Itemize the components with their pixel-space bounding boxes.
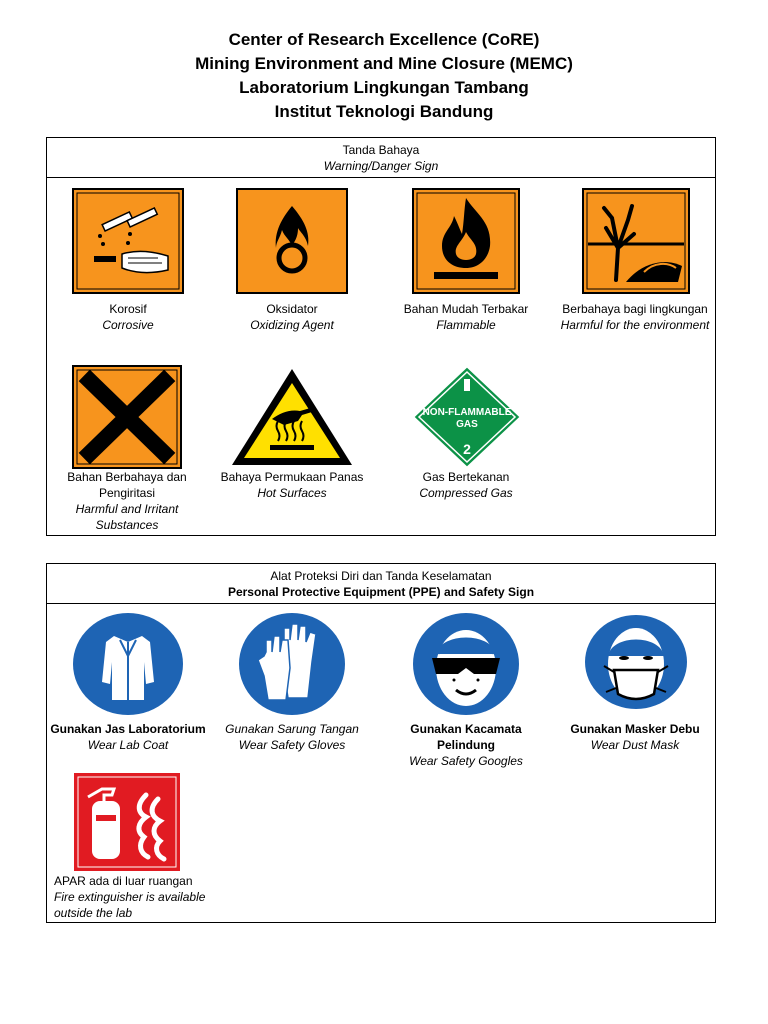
label-en: Compressed Gas: [419, 486, 513, 500]
sign-label: [52, 469, 202, 533]
label-en: Harmful for the environment: [560, 318, 710, 332]
ppe-section-header: [47, 564, 715, 604]
document-header: [0, 28, 768, 124]
label-id: Korosif: [109, 302, 147, 316]
dust-mask-icon: [584, 614, 688, 710]
ppe-title-id: Alat Proteksi Diri dan Tanda Keselamatan: [270, 569, 492, 583]
goggles-icon: [412, 612, 520, 716]
sign-irritant: [52, 365, 202, 535]
irritant-icon: [72, 365, 182, 469]
sign-environment-hazard: [560, 188, 710, 364]
label-en: Oxidizing Agent: [250, 318, 334, 332]
label-id: Bahan Berbahaya dan Pengiritasi: [67, 470, 187, 500]
label-id: Gunakan Jas Laboratorium: [50, 722, 206, 736]
label-en: Flammable: [436, 318, 496, 332]
sign-label: [560, 301, 710, 333]
label-en: Wear Dust Mask: [590, 738, 680, 752]
compressed-gas-icon: [412, 365, 522, 469]
label-id: Bahaya Permukaan Panas: [220, 470, 364, 484]
fire-extinguisher-icon: [74, 773, 180, 871]
sign-label: [386, 469, 546, 501]
sign-label: [212, 301, 372, 333]
sign-label: [212, 469, 372, 501]
sign-label: [560, 721, 710, 753]
flammable-icon: [412, 188, 520, 294]
warning-title-en: Warning/Danger Sign: [323, 159, 439, 173]
sign-corrosive: [48, 188, 208, 348]
environment-hazard-icon: [582, 188, 690, 294]
gas-sign-number: 2: [463, 441, 471, 457]
label-id: Oksidator: [266, 302, 318, 316]
sign-label: [48, 721, 208, 753]
header-line-3: Laboratorium Lingkungan Tambang: [239, 78, 529, 97]
sign-compressed-gas: [386, 365, 546, 505]
label-id: Berbahaya bagi lingkungan: [562, 302, 708, 316]
label-id: Gas Bertekanan: [422, 470, 510, 484]
hot-surface-icon: [228, 365, 356, 469]
sign-gloves: [212, 612, 372, 772]
sign-label: [212, 721, 372, 753]
gas-sign-text: NON-FLAMMABLE: [422, 407, 512, 418]
label-id: Gunakan Kacamata Pelindung: [410, 722, 522, 752]
sign-lab-coat: [48, 612, 208, 772]
sign-fire-extinguisher: [48, 773, 208, 921]
label-en: Wear Safety Gloves: [238, 738, 346, 752]
header-line-2: Mining Environment and Mine Closure (MEMC): [195, 54, 573, 73]
label-id: Bahan Mudah Terbakar: [403, 302, 529, 316]
sign-label: [48, 301, 208, 333]
label-en: Fire extinguisher is available outside the lab: [54, 890, 206, 920]
sign-hot-surface: [212, 365, 372, 505]
ppe-title-en: Personal Protective Equipment (PPE) and Safety Sign: [227, 585, 535, 599]
label-en: Wear Safety Googles: [409, 754, 523, 768]
gas-sign-text-2: GAS: [456, 419, 478, 430]
sign-flammable: [386, 188, 546, 348]
label-id: Gunakan Sarung Tangan: [225, 722, 359, 736]
label-id: APAR ada di luar ruangan: [54, 874, 193, 888]
header-line-1: Center of Research Excellence (CoRE): [228, 30, 540, 49]
label-en: Harmful and Irritant Substances: [75, 502, 179, 532]
warning-section-header: [47, 138, 715, 178]
lab-coat-icon: [72, 612, 184, 716]
label-en: Hot Surfaces: [257, 486, 327, 500]
sign-oxidizer: [212, 188, 372, 348]
label-en: Corrosive: [102, 318, 154, 332]
sign-goggles: [386, 612, 546, 772]
header-line-4: Institut Teknologi Bandung: [274, 102, 494, 121]
sign-label: [386, 301, 546, 333]
label-id: Gunakan Masker Debu: [570, 722, 700, 736]
sign-label: [54, 873, 214, 921]
warning-title-id: Tanda Bahaya: [342, 143, 420, 157]
gloves-icon: [238, 612, 346, 716]
oxidizer-icon: [236, 188, 348, 294]
sign-label: [386, 721, 546, 769]
label-en: Wear Lab Coat: [87, 738, 169, 752]
sign-dust-mask: [560, 612, 710, 772]
corrosive-icon: [72, 188, 184, 294]
